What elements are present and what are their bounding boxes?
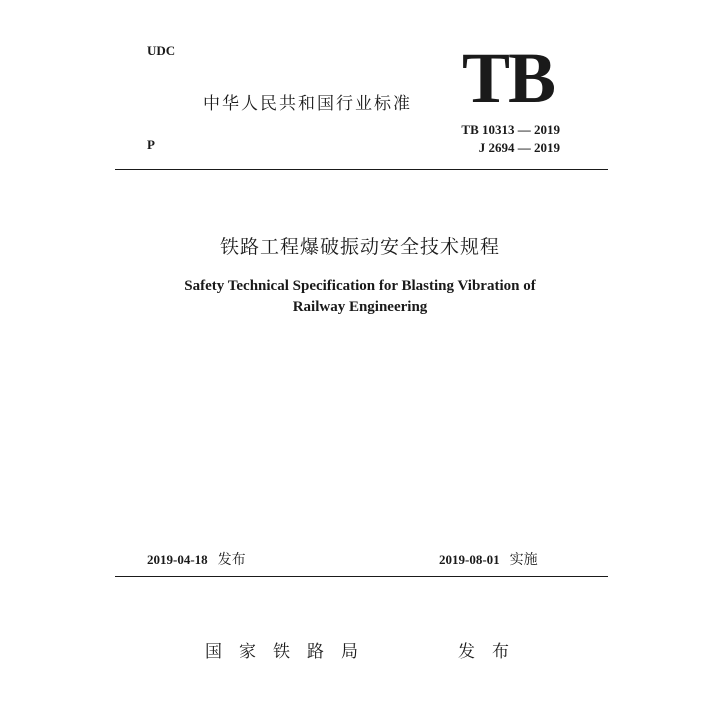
issuer-name: 国家铁路局 [205, 642, 375, 662]
document-title-chinese: 铁路工程爆破振动安全技术规程 [219, 236, 500, 258]
effective-date: 2019-08-01 [439, 552, 500, 567]
effective-label: 实施 [509, 552, 538, 568]
english-title-line-1: Safety Technical Specification for Blasting Vibration of [184, 278, 536, 294]
release-date: 2019-04-18 [147, 552, 208, 567]
standard-code-secondary: J 2694 — 2019 [478, 140, 560, 155]
standard-code-primary: TB 10313 — 2019 [461, 122, 560, 137]
issue-label: 发布 [458, 642, 526, 662]
release-date-block [147, 549, 246, 569]
effective-date-block [439, 549, 538, 569]
footer-divider [115, 576, 608, 577]
english-title-line-2: Railway Engineering [292, 299, 428, 315]
document-title-english [0, 276, 720, 318]
tb-logo: TB [462, 38, 555, 118]
release-label: 发布 [217, 552, 246, 568]
national-standard-title: 中华人民共和国行业标准 [203, 94, 412, 114]
standard-codes [461, 121, 560, 157]
udc-label: UDC [147, 43, 176, 58]
header-divider [115, 169, 608, 170]
category-label: P [147, 137, 155, 152]
